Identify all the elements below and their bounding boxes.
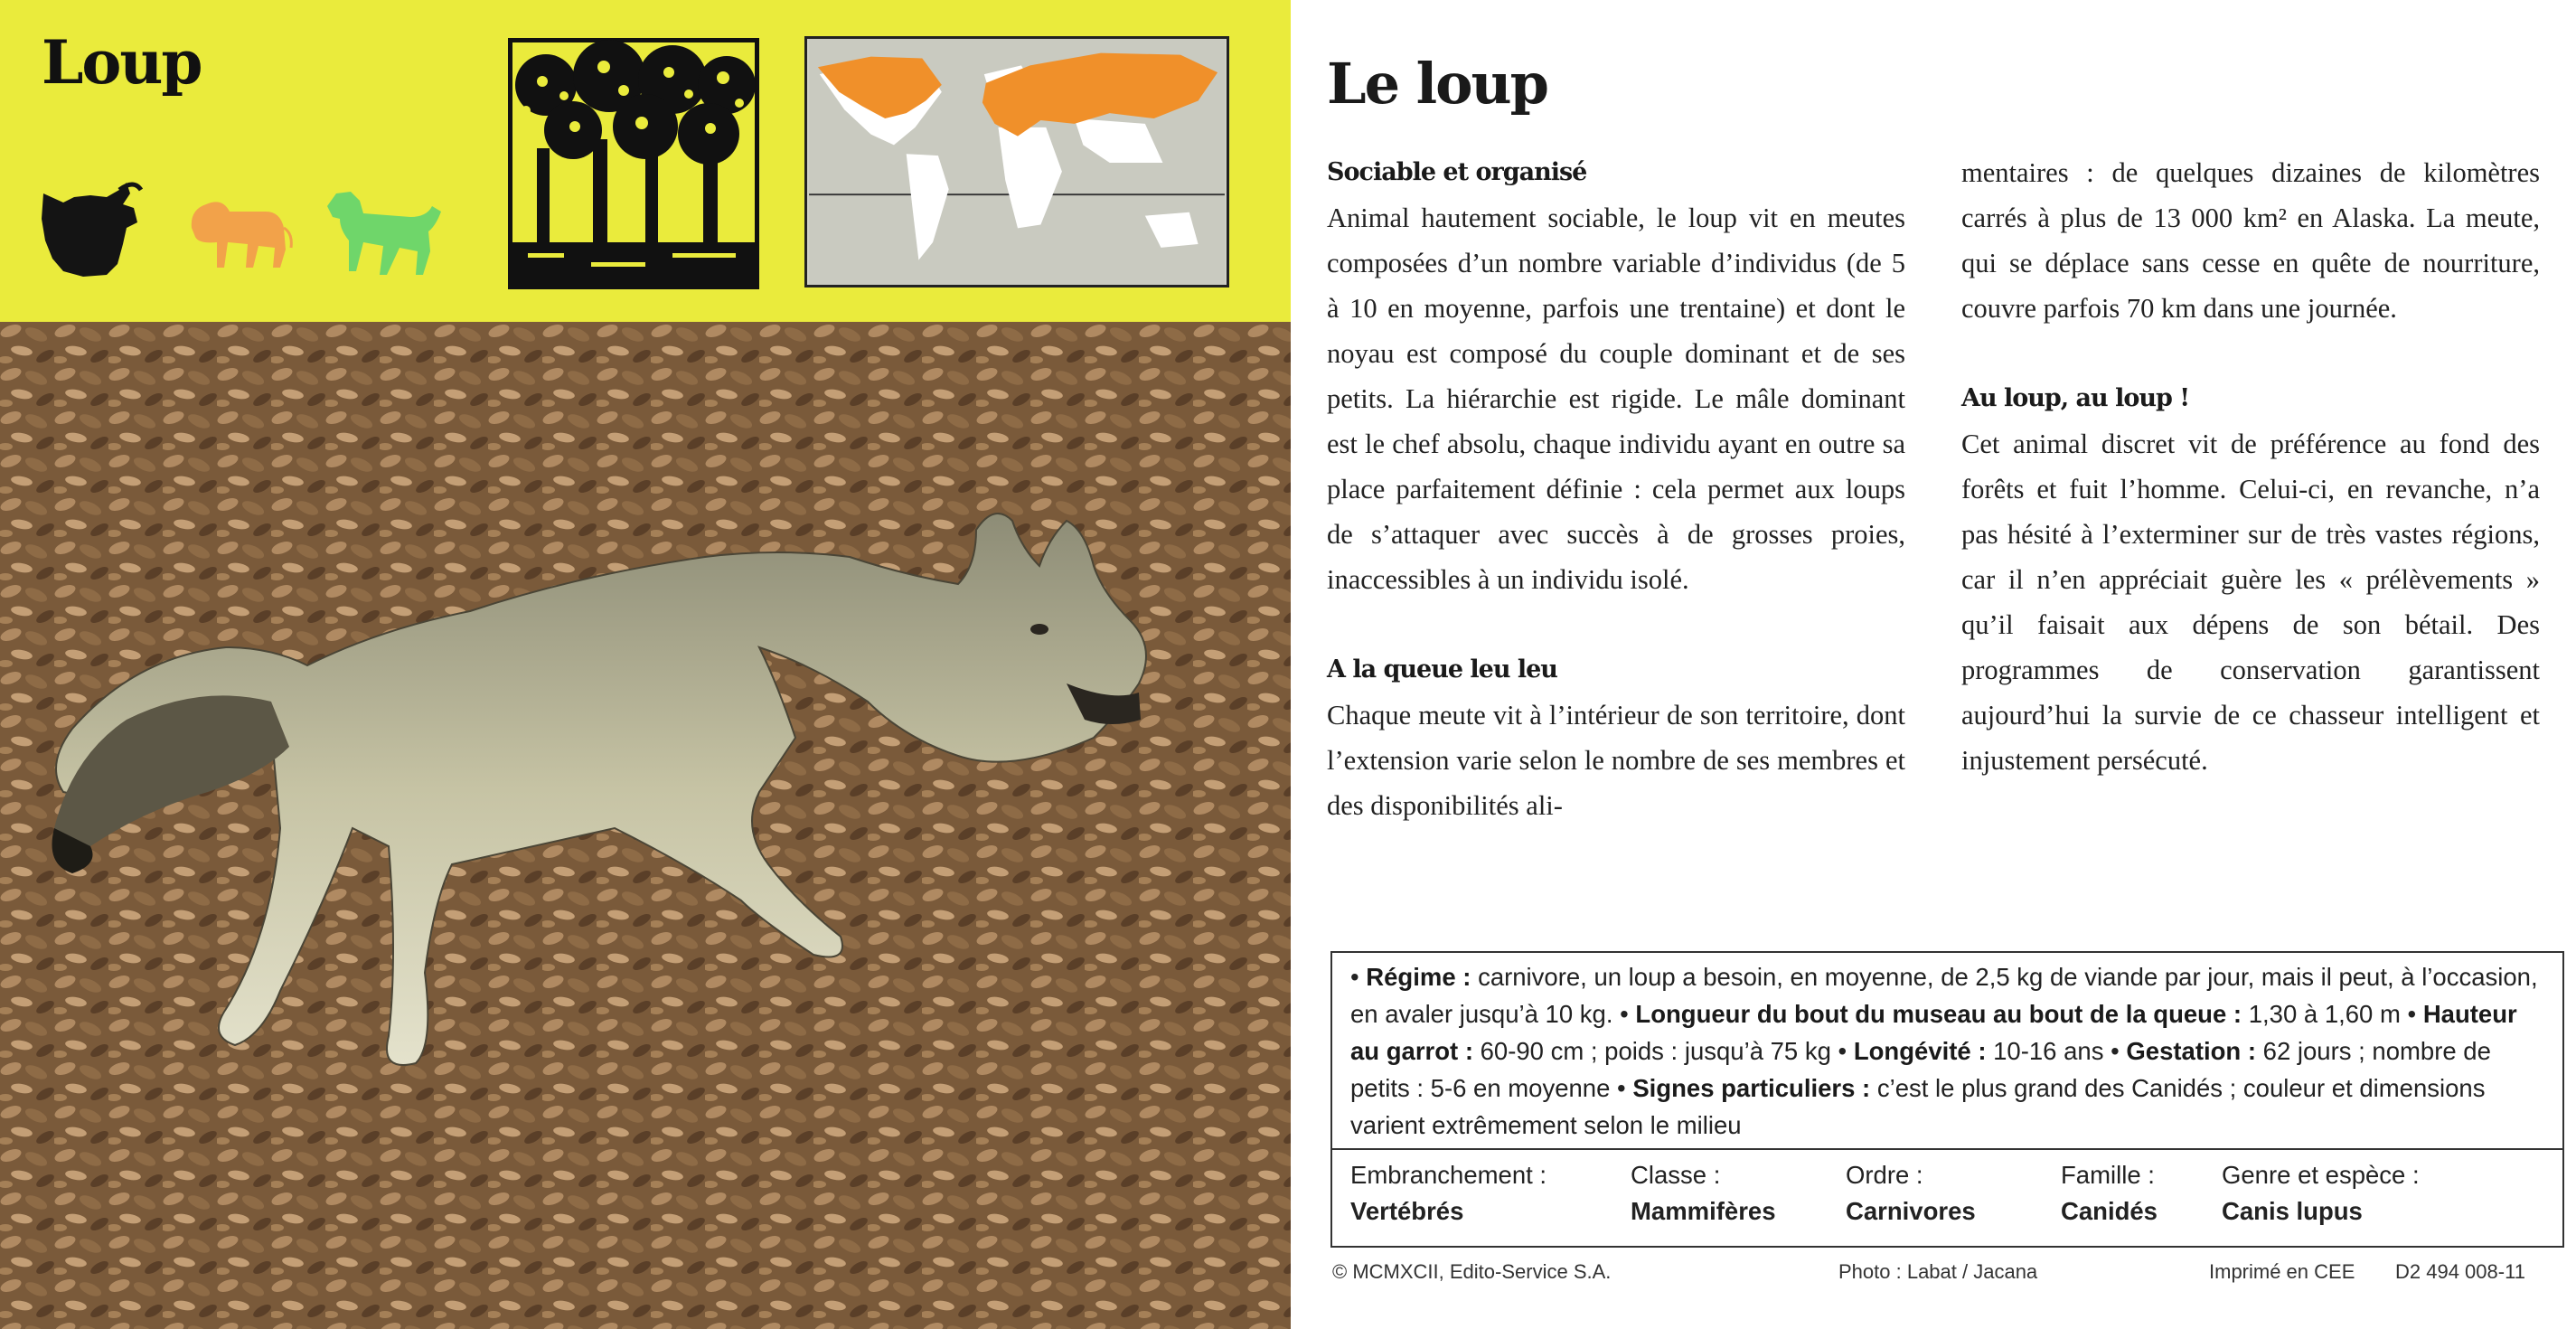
facts-divider xyxy=(1332,1148,2562,1150)
card-title: Loup xyxy=(42,27,202,98)
taxonomy-genre-espece: Genre et espèce : Canis lupus xyxy=(2222,1161,2420,1225)
section-text-au-loup: Cet animal discret vit de préférence au fond des forêts et fuit l’homme. Celui-ci, en revanche, n’a pas hésité à l’exterminer sur de très vastes régions, car il n’en appréciait guère les « prélèvements » qu’il faisait aux dépens de son bétail. Des programmes de conservation garantissent aujourd’hui la survie de ce chasseur intelligent et injustement persécuté. xyxy=(1961,429,2540,776)
text-column-right xyxy=(1961,150,2540,783)
section-text-sociable: Animal hautement sociable, le loup vit en meutes composées d’un nombre variable d’individus (de 5 à 10 en moyenne, parfois une trentaine) et dont le noyau est composé du couple dominant et de ses petits. La hiérarchie est rigide. Le mâle dominant est le chef absolu, chaque individu ayant en outre sa place parfaitement définie : cela permet aux loups de s’attaquer avec succès à de grosses proies, inaccessibles à un individu isolé. xyxy=(1327,203,1905,595)
fact-value-gestation: 62 jours ; nombre de petits : 5-6 en moyenne xyxy=(1350,1037,2491,1102)
footer xyxy=(1291,1260,2576,1287)
fact-label-signes: Signes particuliers : xyxy=(1632,1074,1871,1102)
fact-label-gestation: Gestation : xyxy=(2126,1037,2257,1065)
wolf-photo xyxy=(0,322,1291,1329)
section-heading-au-loup: Au loup, au loup ! xyxy=(1961,384,2190,412)
back-title: Le loup xyxy=(1327,51,1547,117)
forest-habitat-icon xyxy=(508,38,759,289)
fact-label-hauteur: Hauteur au garrot : xyxy=(1350,1000,2517,1065)
facts-box xyxy=(1330,951,2564,1248)
facts-text: • Régime : carnivore, un loup a besoin, en moyenne, de 2,5 kg de viande par jour, mais il peut, à l’occasion, en avaler jusqu’à 10 kg. • Longueur du bout du museau au bout de la queue : 1,30 à 1,60 m • Hauteur au garrot : 60-90 cm ; poids : jusqu’à 75 kg • Longévité : 10-16 ans • Gestation : 62 jours ; nombre de petits : 5-6 en moyenne • Signes particuliers : c’est le plus grand des Canidés ; couleur et dimensions varient extrêmement selon le milieu xyxy=(1350,963,2538,1139)
footer-code: D2 494 008-11 xyxy=(2395,1260,2525,1283)
footer-printed: Imprimé en CEE xyxy=(2209,1260,2355,1283)
taxonomy-ordre: Ordre : Carnivores xyxy=(1846,1161,1976,1225)
dog-icon xyxy=(324,186,445,280)
taxonomy-embranchement: Embranchement : Vertébrés xyxy=(1350,1161,1547,1225)
bull-icon xyxy=(36,177,145,286)
world-range-map xyxy=(804,36,1229,287)
back-card xyxy=(1291,0,2576,1329)
section-heading-sociable: Sociable et organisé xyxy=(1327,158,1587,186)
section-text-queue-part2: mentaires : de quelques dizaines de kilomètres carrés à plus de 13 000 km² en Alaska. La meute, qui se déplace sans cesse en quête de nourriture, couvre parfois 70 km dans une journée. xyxy=(1961,157,2540,324)
footer-copyright: © MCMXCII, Edito-Service S.A. xyxy=(1332,1260,1612,1283)
text-column-left xyxy=(1327,150,1905,828)
footer-photo-credit: Photo : Labat / Jacana xyxy=(1838,1260,2038,1283)
taxonomy-famille: Famille : Canidés xyxy=(2061,1161,2158,1225)
fact-value-longevite: 10-16 ans xyxy=(1993,1037,2104,1065)
fact-label-regime: Régime : xyxy=(1366,963,1471,991)
fact-value-regime: carnivore, un loup a besoin, en moyenne, de 2,5 kg de viande par jour, mais il peut, à l’occasion, en avaler jusqu’à 10 kg. xyxy=(1350,963,2538,1028)
fact-value-signes: c’est le plus grand des Canidés ; couleur et dimensions varient extrêmement selon le milieu xyxy=(1350,1074,2486,1139)
fact-label-longueur: Longueur du bout du museau au bout de la queue : xyxy=(1635,1000,2242,1028)
fact-value-hauteur: 60-90 cm ; poids : jusqu’à 75 kg xyxy=(1480,1037,1831,1065)
lion-icon xyxy=(186,192,295,273)
fact-value-longueur: 1,30 à 1,60 m xyxy=(2248,1000,2401,1028)
section-heading-queue: A la queue leu leu xyxy=(1327,655,1557,683)
taxonomy-classe: Classe : Mammifères xyxy=(1631,1161,1776,1225)
front-header xyxy=(0,0,1291,322)
fact-label-longevite: Longévité : xyxy=(1853,1037,1987,1065)
section-text-queue-part1: Chaque meute vit à l’intérieur de son territoire, dont l’extension varie selon le nombre de ses membres et des disponibilités ali- xyxy=(1327,700,1905,821)
